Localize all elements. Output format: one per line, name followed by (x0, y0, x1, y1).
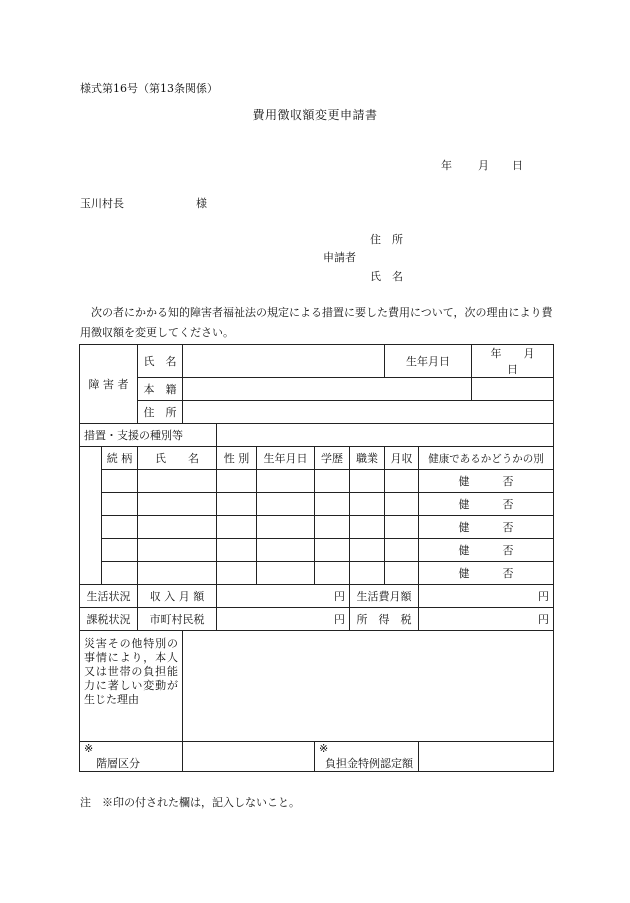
family-row (80, 539, 554, 562)
health-options[interactable] (419, 470, 554, 493)
address-label: 住 所 (138, 401, 183, 424)
family-row (80, 470, 554, 493)
relationship-input[interactable] (102, 539, 138, 562)
family-row (80, 562, 554, 585)
honorific: 様 (196, 197, 207, 210)
relationship-input[interactable] (102, 493, 138, 516)
sex-input[interactable] (217, 516, 257, 539)
income-input[interactable] (385, 493, 419, 516)
education-input[interactable] (315, 562, 350, 585)
domicile-extra[interactable] (472, 378, 554, 401)
occupation-input[interactable] (350, 516, 385, 539)
domicile-input[interactable] (183, 378, 472, 401)
education-input[interactable] (315, 493, 350, 516)
domicile-label: 本 籍 (138, 378, 183, 401)
sex-input[interactable] (217, 562, 257, 585)
health-no-label: 否 (502, 475, 514, 488)
family-row (80, 516, 554, 539)
family-birthdate-input[interactable] (257, 516, 315, 539)
education-input[interactable] (315, 516, 350, 539)
municipal-tax-input[interactable] (217, 608, 350, 631)
living-status-row (80, 585, 554, 608)
birthdate-input[interactable] (472, 345, 554, 378)
income-input[interactable] (385, 470, 419, 493)
birth-month-label: 月 (523, 347, 535, 360)
name-input[interactable] (183, 345, 385, 378)
burden-cell (315, 742, 419, 772)
health-no-label: 否 (502, 567, 514, 580)
occupation-input[interactable] (350, 539, 385, 562)
yen-unit: 円 (334, 613, 345, 626)
classification-row (80, 742, 554, 772)
occupation-input[interactable] (350, 470, 385, 493)
relationship-input[interactable] (102, 562, 138, 585)
family-birthdate-input[interactable] (257, 470, 315, 493)
education-input[interactable] (315, 470, 350, 493)
family-side-cell (80, 447, 102, 585)
income-tax-label: 所 得 税 (350, 608, 419, 631)
reason-input[interactable] (183, 631, 554, 742)
family-name-input[interactable] (138, 562, 217, 585)
income-input[interactable] (385, 562, 419, 585)
sex-input[interactable] (217, 470, 257, 493)
health-yes-label: 健 (458, 498, 470, 511)
occupation-input[interactable] (350, 562, 385, 585)
health-no-label: 否 (502, 498, 514, 511)
applicant-name-label: 氏 名 (370, 270, 403, 283)
name-label: 氏 名 (138, 345, 183, 378)
yen-unit: 円 (334, 590, 345, 603)
burden-input[interactable] (419, 742, 554, 772)
reason-row (80, 631, 554, 742)
birth-year-label: 年 (490, 347, 502, 360)
reason-label: 災害その他特別の事情により，本人又は世帯の負担能力に著しい変動が生じた理由 (80, 631, 183, 742)
sex-header: 性 別 (217, 447, 257, 470)
form-number: 様式第16号（第13条関係） (80, 82, 218, 95)
application-form-table (79, 344, 554, 772)
person-label: 障 害 者 (80, 345, 138, 424)
person-name-row (80, 345, 554, 378)
income-input[interactable] (385, 539, 419, 562)
class-cell (80, 742, 183, 772)
family-birthdate-input[interactable] (257, 493, 315, 516)
family-row (80, 493, 554, 516)
income-input[interactable] (385, 516, 419, 539)
family-header-row (80, 447, 554, 470)
relationship-input[interactable] (102, 470, 138, 493)
health-yes-label: 健 (458, 521, 470, 534)
income-header: 月収 (385, 447, 419, 470)
health-yes-label: 健 (458, 475, 470, 488)
health-options[interactable] (419, 562, 554, 585)
health-options[interactable] (419, 539, 554, 562)
municipal-tax-label: 市町村民税 (138, 608, 217, 631)
health-no-label: 否 (502, 544, 514, 557)
living-status-label: 生活状況 (80, 585, 138, 608)
monthly-income-input[interactable] (217, 585, 350, 608)
family-name-input[interactable] (138, 470, 217, 493)
family-name-input[interactable] (138, 493, 217, 516)
education-header: 学歴 (315, 447, 350, 470)
health-no-label: 否 (502, 521, 514, 534)
birthdate-label: 生年月日 (385, 345, 472, 378)
health-options[interactable] (419, 516, 554, 539)
yen-unit: 円 (538, 613, 550, 626)
sex-input[interactable] (217, 539, 257, 562)
birth-day-label: 日 (507, 363, 519, 376)
living-cost-input[interactable] (419, 585, 554, 608)
health-options[interactable] (419, 493, 554, 516)
class-mark: ※ (84, 742, 94, 755)
family-name-input[interactable] (138, 516, 217, 539)
burden-label: 負担金特例認定額 (325, 757, 413, 770)
date-month-label: 月 (478, 159, 489, 172)
date-year-label: 年 (441, 159, 452, 172)
monthly-income-label: 収 入 月 額 (138, 585, 217, 608)
class-label: 階層区分 (96, 757, 140, 770)
living-cost-label: 生活費月額 (350, 585, 419, 608)
footnote: 注 ※印の付された欄は，記入しないこと。 (80, 796, 300, 809)
education-input[interactable] (315, 539, 350, 562)
class-input[interactable] (183, 742, 315, 772)
income-tax-input[interactable] (419, 608, 554, 631)
family-birthdate-header: 生年月日 (257, 447, 315, 470)
measure-type-row (80, 424, 554, 447)
health-yes-label: 健 (458, 544, 470, 557)
applicant-address-label: 住 所 (370, 233, 403, 246)
tax-status-row (80, 608, 554, 631)
occupation-header: 職業 (350, 447, 385, 470)
sex-input[interactable] (217, 493, 257, 516)
burden-mark: ※ (319, 742, 329, 755)
yen-unit: 円 (538, 590, 550, 603)
tax-status-label: 課税状況 (80, 608, 138, 631)
family-birthdate-input[interactable] (257, 562, 315, 585)
person-address-row (80, 401, 554, 424)
measure-type-label: 措置・支援の種別等 (80, 424, 217, 447)
occupation-input[interactable] (350, 493, 385, 516)
relationship-input[interactable] (102, 516, 138, 539)
intro-text: 次の者にかかる知的障害者福祉法の規定による措置に要した費用について，次の理由により費用徴収額を変更してください。 (80, 306, 553, 339)
relationship-header: 続 柄 (102, 447, 138, 470)
address-input[interactable] (183, 401, 554, 424)
health-yes-label: 健 (458, 567, 470, 580)
addressee: 玉川村長 (80, 197, 124, 210)
measure-type-input[interactable] (217, 424, 554, 447)
family-birthdate-input[interactable] (257, 539, 315, 562)
applicant-label: 申請者 (323, 251, 356, 264)
health-header: 健康であるかどうかの別 (419, 447, 554, 470)
document-title: 費用徴収額変更申請書 (252, 108, 378, 122)
date-day-label: 日 (512, 159, 523, 172)
person-domicile-row (80, 378, 554, 401)
family-name-header: 氏 名 (138, 447, 217, 470)
family-name-input[interactable] (138, 539, 217, 562)
